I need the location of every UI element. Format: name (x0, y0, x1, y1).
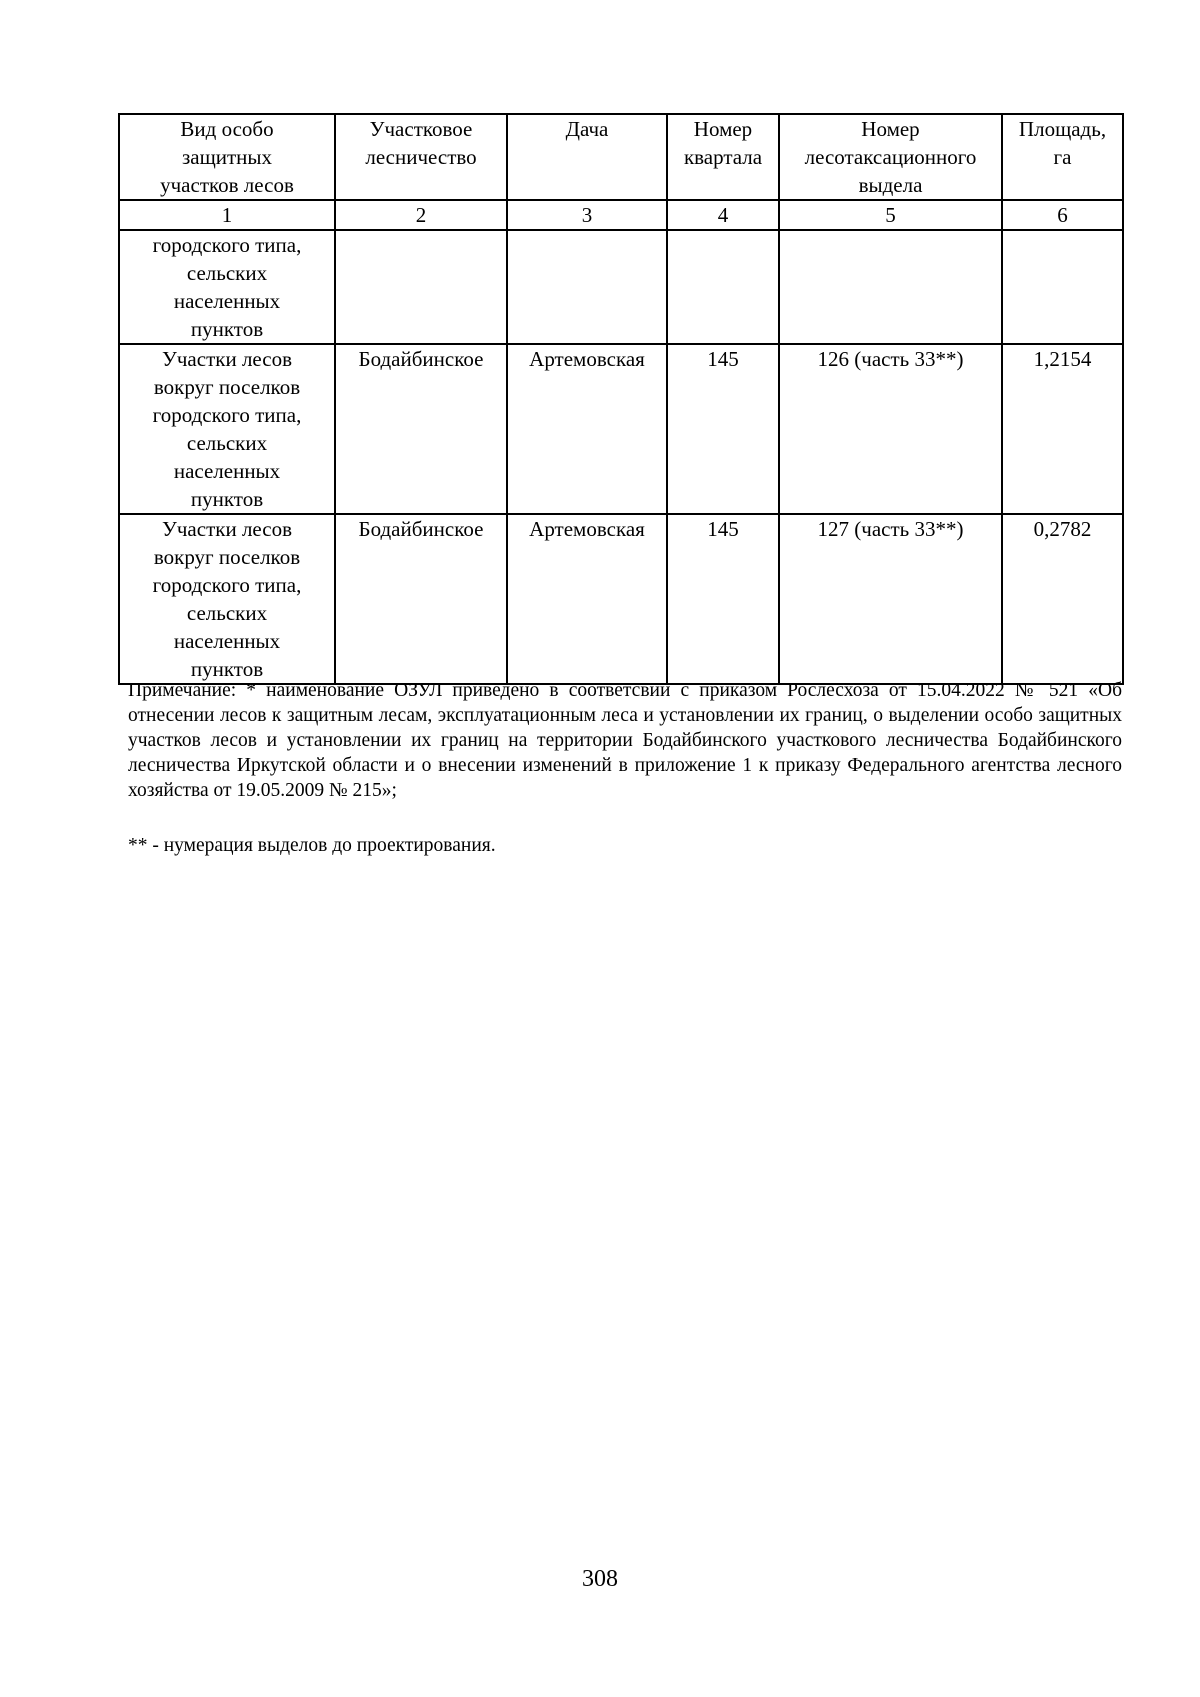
cell-plot-type: городского типа, сельских населенных пунктов (119, 230, 335, 344)
column-number: 2 (335, 200, 507, 230)
cell-plot-type: Участки лесов вокруг поселков городского типа, сельских населенных пунктов (119, 514, 335, 684)
cell-district: Бодайбинское (335, 514, 507, 684)
cell-allotment (779, 230, 1002, 344)
header-cell-allotment: Номер лесотаксационного выдела (779, 114, 1002, 200)
header-cell-dacha: Дача (507, 114, 667, 200)
page-number: 308 (582, 1566, 618, 1592)
table-row (119, 344, 1123, 514)
table-header-row (119, 114, 1123, 200)
cell-dacha (507, 230, 667, 344)
header-cell-district: Участковое лесничество (335, 114, 507, 200)
cell-dacha: Артемовская (507, 344, 667, 514)
cell-dacha: Артемовская (507, 514, 667, 684)
cell-allotment: 126 (часть 33**) (779, 344, 1002, 514)
table-row (119, 514, 1123, 684)
column-number: 3 (507, 200, 667, 230)
cell-area: 1,2154 (1002, 344, 1123, 514)
cell-area (1002, 230, 1123, 344)
table-row (119, 230, 1123, 344)
cell-district (335, 230, 507, 344)
cell-quarter: 145 (667, 514, 779, 684)
cell-district: Бодайбинское (335, 344, 507, 514)
column-number: 5 (779, 200, 1002, 230)
cell-area: 0,2782 (1002, 514, 1123, 684)
header-cell-area: Площадь, га (1002, 114, 1123, 200)
cell-quarter (667, 230, 779, 344)
header-cell-plot-type: Вид особо защитных участков лесов (119, 114, 335, 200)
header-cell-quarter: Номер квартала (667, 114, 779, 200)
column-number: 6 (1002, 200, 1123, 230)
column-number: 4 (667, 200, 779, 230)
allotment-numbering-footnote: ** - нумерация выделов до проектирования. (128, 835, 496, 856)
cell-quarter: 145 (667, 344, 779, 514)
column-number: 1 (119, 200, 335, 230)
cell-plot-type: Участки лесов вокруг поселков городского типа, сельских населенных пунктов (119, 344, 335, 514)
cell-allotment: 127 (часть 33**) (779, 514, 1002, 684)
table-footnote: Примечание: * наименование ОЗУЛ приведено в соответсвии с приказом Рослесхоза от 15.04.2022 № 521 «Об отнесении лесов к защитным лесам, эксплуатационным леса и установлении их границ, о выделении особо защитных участков лесов и установлении их границ на территории Бодайбинского участкового лесничества Бодайбинского лесничества Иркутской области и о внесении изменений в приложение 1 к приказу Федерального агентства лесного хозяйства от 19.05.2009 № 215»; (128, 680, 1122, 801)
column-number-row (119, 200, 1123, 230)
forest-plots-table (118, 113, 1124, 685)
